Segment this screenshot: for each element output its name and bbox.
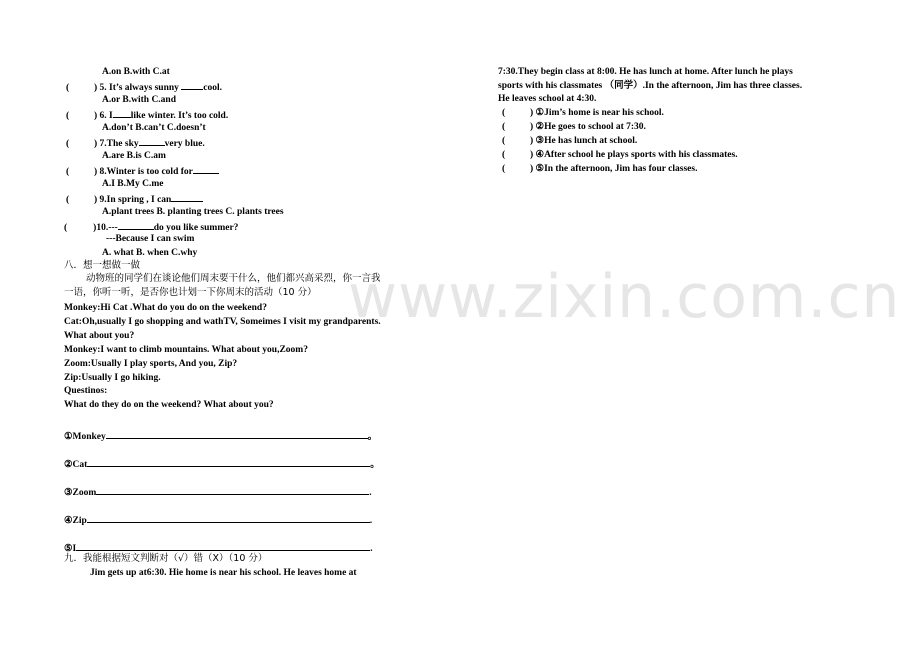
dialog-line: Zip:Usually I go hiking. bbox=[64, 373, 161, 383]
dialog-line: Monkey:I want to climb mountains. What about you,Zoom? bbox=[64, 345, 308, 355]
judge-statement: ④After school he plays sports with his classmates. bbox=[535, 150, 738, 160]
dialog-line: Zoom:Usually I play sports, And you, Zip? bbox=[64, 359, 238, 369]
section-9-title: 九．我能根据短文判断对（√）错（X）（10 分） bbox=[64, 553, 268, 564]
watermark: www.zixin.com.cn bbox=[348, 262, 901, 332]
passage-line: He leaves school at 4:30. bbox=[498, 94, 597, 104]
q5-after: cool. bbox=[203, 83, 223, 93]
q10-options: A. what B. when C.why bbox=[102, 248, 198, 258]
q8-options: A.I B.My C.me bbox=[102, 179, 164, 189]
q10-stem: )10.--- bbox=[93, 223, 118, 233]
q7-after: very blue. bbox=[164, 139, 205, 149]
section-8-instruction-2: 一语，你听一听，是否你也计划一下你周末的活动（10 分） bbox=[64, 287, 317, 298]
judge-statement: ①Jim’s home is near his school. bbox=[535, 108, 664, 118]
q10-after: do you like summer? bbox=[153, 223, 239, 233]
answer-field[interactable] bbox=[76, 540, 370, 551]
answer-line-monkey: ①Monkey 。 bbox=[64, 428, 377, 443]
answer-label: ④Zip bbox=[64, 516, 87, 526]
judge-item: ( ) ③He has lunch at school. bbox=[502, 136, 638, 146]
judge-item: ( ) ②He goes to school at 7:30. bbox=[502, 122, 646, 132]
question-7: ( ) 7.The sky very blue. bbox=[66, 136, 205, 150]
q6-after: like winter. It’s too cold. bbox=[130, 111, 229, 121]
dialog-line: Cat:Oh,usually I go shopping and wathTV, Someimes I visit my grandparents. bbox=[64, 317, 381, 327]
dialog-line: What about you? bbox=[64, 331, 135, 341]
judge-item: ( ) ⑤In the afternoon, Jim has four classes. bbox=[502, 164, 698, 174]
answer-label: ①Monkey bbox=[64, 432, 106, 442]
judge-item: ( ) ④After school he plays sports with his classmates. bbox=[502, 150, 738, 160]
answer-label: ⑤I bbox=[64, 544, 77, 554]
answer-field[interactable] bbox=[87, 512, 370, 523]
q5-stem: ) 5. It’s always sunny bbox=[94, 83, 182, 93]
passage-line: Jim gets up at6:30. Hie home is near his school. He leaves home at bbox=[90, 568, 357, 578]
section-8-instruction-1: 动物班的同学们在谈论他们周末要干什么，他们都兴高采烈，你一言我 bbox=[86, 273, 381, 284]
questions-label: Questinos: bbox=[64, 386, 108, 396]
q10-blank[interactable] bbox=[118, 220, 154, 230]
answer-label: ②Cat bbox=[64, 460, 88, 470]
answer-line-cat: ②Cat 。 bbox=[64, 456, 380, 471]
question-8: ( ) 8.Winter is too cold for bbox=[66, 164, 219, 178]
q9-stem: ) 9.In spring , I can bbox=[94, 195, 172, 205]
q7-stem: ) 7.The sky bbox=[94, 139, 139, 149]
question-9: ( ) 9.In spring , I can bbox=[66, 192, 203, 206]
answer-field[interactable] bbox=[87, 456, 370, 467]
section-8-title: 八．想一想做一做 bbox=[64, 260, 141, 271]
q6-stem: ) 6. I bbox=[94, 111, 113, 121]
answer-line-zip: ④Zip . bbox=[64, 512, 372, 527]
q5-options: A.or B.with C.and bbox=[102, 95, 176, 105]
q4-options: A.on B.with C.at bbox=[102, 67, 170, 77]
q7-blank[interactable] bbox=[139, 136, 165, 146]
answer-label: ③Zoom bbox=[64, 488, 97, 498]
q9-options: A.plant trees B. planting trees C. plants trees bbox=[102, 207, 284, 217]
q5-blank[interactable] bbox=[181, 80, 203, 90]
q9-blank[interactable] bbox=[171, 192, 203, 202]
dialog-line: Monkey:Hi Cat .What do you do on the weekend? bbox=[64, 303, 267, 313]
passage-line: 7:30.They begin class at 8:00. He has lunch at home. After lunch he plays bbox=[498, 67, 793, 77]
question-6: ( ) 6. I like winter. It’s too cold. bbox=[66, 108, 228, 122]
question-prompt: What do they do on the weekend? What about you? bbox=[64, 400, 274, 410]
answer-line-zoom: ③Zoom . bbox=[64, 484, 372, 499]
judge-statement: ②He goes to school at 7:30. bbox=[535, 122, 646, 132]
question-5: ( ) 5. It’s always sunny cool. bbox=[66, 80, 222, 94]
q6-options: A.don’t B.can’t C.doesn’t bbox=[102, 123, 206, 133]
q10-open: ( bbox=[64, 223, 68, 233]
judge-item: ( ) ①Jim’s home is near his school. bbox=[502, 108, 664, 118]
q8-stem: ) 8.Winter is too cold for bbox=[94, 167, 193, 177]
q8-blank[interactable] bbox=[193, 164, 219, 174]
question-10 bbox=[64, 220, 238, 234]
q10-answer: ---Because I can swim bbox=[106, 234, 195, 244]
answer-field[interactable] bbox=[96, 484, 369, 495]
passage-line: sports with his classmates （同学）.In the afternoon, Jim has three classes. bbox=[498, 81, 803, 91]
answer-field[interactable] bbox=[106, 428, 368, 439]
answer-line-i: ⑤I . bbox=[64, 540, 373, 555]
q7-options: A.are B.is C.am bbox=[102, 151, 166, 161]
judge-statement: ⑤In the afternoon, Jim has four classes. bbox=[535, 164, 698, 174]
judge-statement: ③He has lunch at school. bbox=[535, 136, 638, 146]
q6-blank[interactable] bbox=[113, 108, 131, 118]
